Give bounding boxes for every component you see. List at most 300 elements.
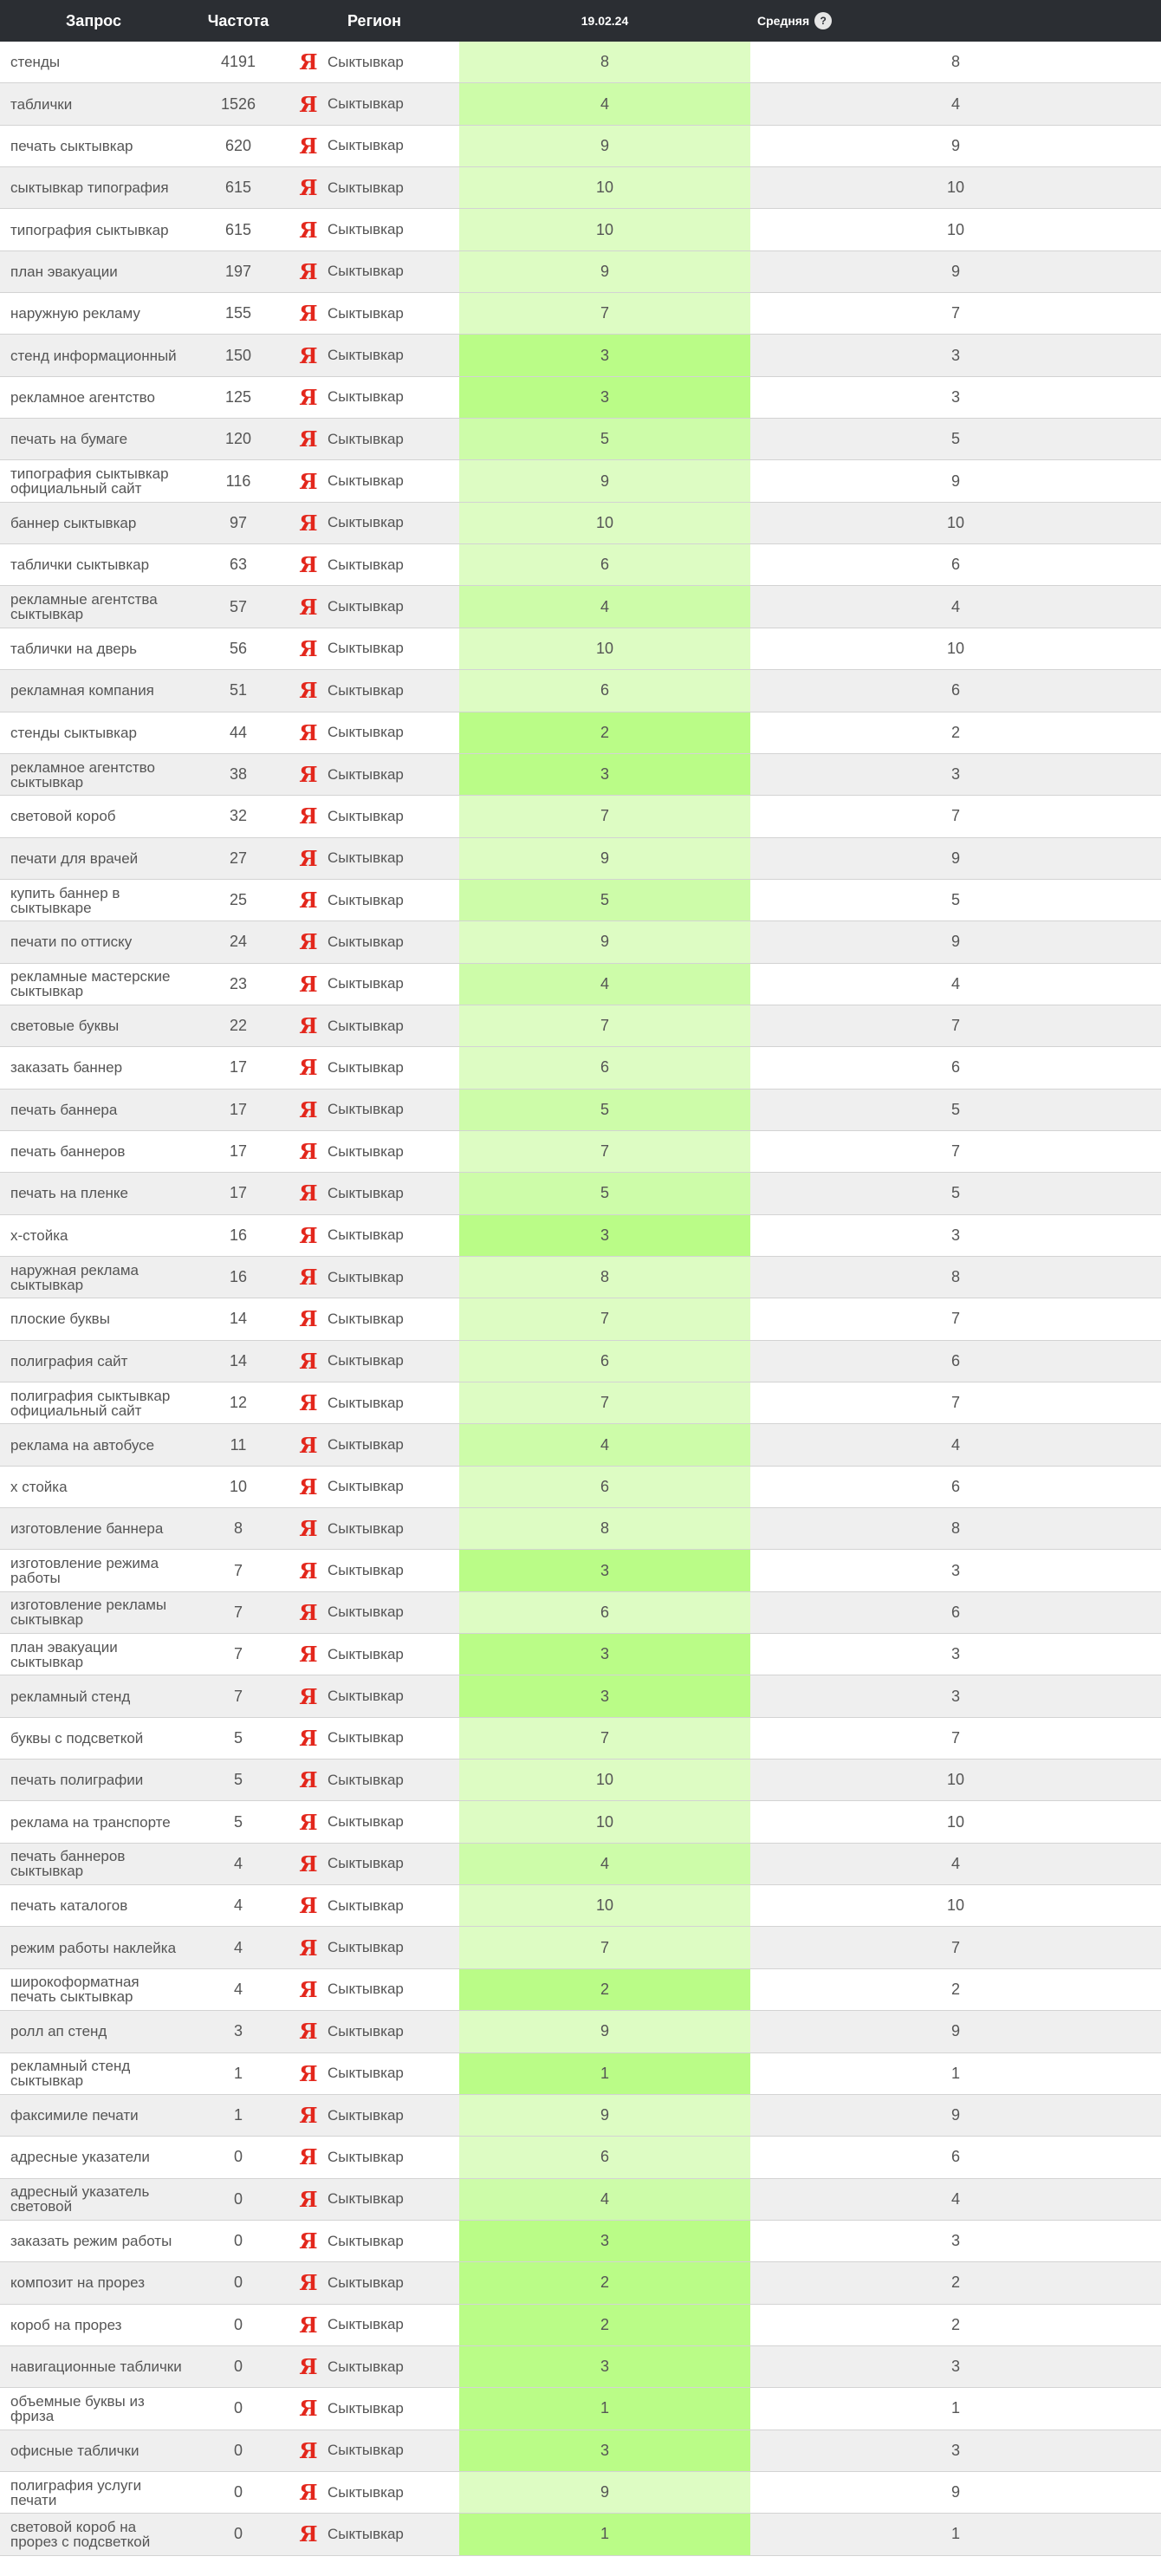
region-cell: Сыктывкар [328,1896,404,1914]
position-cell: 9 [459,838,750,879]
region-cell: Сыктывкар [328,430,404,447]
table-row [0,796,1161,837]
query-cell: буквы с подсветкой [10,1729,144,1747]
yandex-icon: Я [299,552,318,578]
region-cell: Сыктывкар [328,2106,404,2124]
region-cell: Сыктывкар [328,2442,404,2459]
yandex-icon: Я [299,1096,318,1122]
header-date[interactable]: 19.02.24 [580,14,629,28]
position-cell: 3 [459,2221,750,2261]
query-cell: рекламные мастерские сыктывкар [10,968,171,1000]
table-row [0,2137,1161,2178]
average-cell: 10 [946,1896,965,1915]
region-cell: Сыктывкар [328,1352,404,1369]
frequency-cell: 0 [233,2148,243,2166]
average-cell: 3 [950,346,960,364]
query-cell: офисные таблички [10,2442,139,2459]
yandex-icon: Я [299,1642,318,1668]
query-cell: купить баннер в сыктывкаре [10,884,120,916]
yandex-icon: Я [299,1432,318,1458]
region-cell: Сыктывкар [328,221,404,238]
frequency-cell: 3 [233,2022,243,2040]
position-cell: 2 [459,2262,750,2303]
table-row [0,964,1161,1005]
yandex-icon: Я [299,2521,318,2547]
frequency-cell: 8 [233,1519,243,1538]
region-cell: Сыктывкар [328,472,404,490]
region-cell: Сыктывкар [328,514,404,531]
query-cell: стенд информационный [10,347,177,364]
average-cell: 3 [950,1226,960,1244]
average-cell: 5 [950,1184,960,1202]
position-cell: 5 [459,1090,750,1130]
average-cell: 7 [950,1938,960,1956]
yandex-icon: Я [299,678,318,704]
table-row [0,1215,1161,1257]
yandex-icon: Я [299,1181,318,1207]
region-cell: Сыктывкар [328,1603,404,1621]
query-cell: факсимиле печати [10,2107,139,2124]
region-cell: Сыктывкар [328,1729,404,1747]
frequency-cell: 16 [229,1226,248,1244]
frequency-cell: 1526 [220,94,256,113]
average-cell: 6 [950,1058,960,1077]
yandex-icon: Я [299,762,318,788]
query-cell: рекламный стенд сыктывкар [10,2058,131,2090]
query-cell: широкоформатная печать сыктывкар [10,1974,139,2006]
query-cell: световые буквы [10,1018,120,1035]
position-cell: 3 [459,1675,750,1716]
yandex-icon: Я [299,468,318,494]
query-cell: печать баннеров [10,1143,126,1161]
frequency-cell: 0 [233,2399,243,2417]
frequency-cell: 23 [229,974,248,992]
average-cell: 2 [950,723,960,741]
region-cell: Сыктывкар [328,975,404,992]
position-cell: 9 [459,921,750,962]
query-cell: печать баннера [10,1101,118,1118]
yandex-icon: Я [299,2228,318,2254]
region-cell: Сыктывкар [328,2232,404,2249]
frequency-cell: 615 [224,220,252,238]
frequency-cell: 5 [233,1812,243,1831]
frequency-cell: 0 [233,2483,243,2501]
region-cell: Сыктывкар [328,1058,404,1076]
average-cell: 4 [950,974,960,992]
table-row [0,2430,1161,2472]
frequency-cell: 7 [233,1561,243,1579]
table-row [0,1969,1161,2011]
position-cell: 10 [459,628,750,669]
frequency-cell: 0 [233,2525,243,2543]
position-cell: 4 [459,1424,750,1465]
yandex-icon: Я [299,1013,318,1039]
yandex-icon: Я [299,342,318,368]
frequency-cell: 32 [229,807,248,825]
table-row [0,2514,1161,2555]
frequency-cell: 24 [229,933,248,951]
query-cell: стенды сыктывкар [10,724,137,741]
region-cell: Сыктывкар [328,1101,404,1118]
average-cell: 6 [950,681,960,699]
table-row [0,2262,1161,2304]
query-cell: таблички на дверь [10,640,138,657]
yandex-icon: Я [299,91,318,117]
query-cell: рекламное агентство сыктывкар [10,758,155,790]
query-cell: объемные буквы из фриза [10,2392,145,2424]
region-cell: Сыктывкар [328,2399,404,2417]
average-cell: 8 [950,1268,960,1286]
yandex-icon: Я [299,1809,318,1835]
frequency-cell: 56 [229,639,248,657]
average-cell: 4 [950,597,960,615]
region-cell: Сыктывкар [328,1519,404,1537]
table-row [0,1634,1161,1675]
average-cell: 5 [950,891,960,909]
average-cell: 9 [950,2106,960,2124]
average-cell: 9 [950,933,960,951]
yandex-icon: Я [299,217,318,243]
position-cell: 10 [459,503,750,543]
query-cell: адресный указатель световой [10,2183,150,2215]
query-cell: печать каталогов [10,1897,128,1915]
yandex-icon: Я [299,2103,318,2129]
frequency-cell: 22 [229,1017,248,1035]
yandex-icon: Я [299,1348,318,1374]
query-cell: плоские буквы [10,1311,110,1328]
table-row [0,2472,1161,2514]
average-cell: 7 [950,807,960,825]
position-cell: 8 [459,1508,750,1549]
average-cell: 3 [950,1687,960,1705]
query-cell: печать полиграфии [10,1772,144,1789]
region-cell: Сыктывкар [328,849,404,867]
table-row [0,1467,1161,1508]
yandex-icon: Я [299,2144,318,2170]
yandex-icon: Я [299,175,318,201]
frequency-cell: 17 [229,1100,248,1118]
position-cell: 1 [459,2514,750,2554]
average-cell: 10 [946,513,965,531]
yandex-icon: Я [299,1599,318,1625]
frequency-cell: 7 [233,1603,243,1621]
table-row [0,503,1161,544]
query-cell: композит на прорез [10,2274,146,2292]
table-row [0,1592,1161,1634]
yandex-icon: Я [299,384,318,410]
yandex-icon: Я [299,1265,318,1291]
query-cell: таблички [10,95,73,113]
region-cell: Сыктывкар [328,2065,404,2082]
query-cell: реклама на автобусе [10,1436,155,1454]
table-row [0,2095,1161,2137]
average-cell: 7 [950,1394,960,1412]
query-cell: печати по оттиску [10,933,133,951]
position-cell: 10 [459,1801,750,1842]
yandex-icon: Я [299,426,318,452]
yandex-icon: Я [299,803,318,829]
table-row [0,1173,1161,1214]
frequency-cell: 97 [229,513,248,531]
position-cell: 3 [459,1550,750,1590]
position-cell: 4 [459,2179,750,2220]
table-row [0,754,1161,796]
position-cell: 6 [459,1467,750,1507]
table-header [0,0,1161,42]
query-cell: рекламные агентства сыктывкар [10,591,158,623]
table-row [0,544,1161,586]
region-cell: Сыктывкар [328,1939,404,1956]
position-cell: 4 [459,1844,750,1884]
region-cell: Сыктывкар [328,1268,404,1285]
query-cell: адресные указатели [10,2149,150,2166]
help-icon[interactable]: ? [814,12,832,29]
frequency-cell: 17 [229,1058,248,1077]
region-cell: Сыктывкар [328,2148,404,2165]
average-cell: 3 [950,2358,960,2376]
yandex-icon: Я [299,1725,318,1751]
yandex-icon: Я [299,2060,318,2086]
table-row [0,2221,1161,2262]
region-cell: Сыктывкар [328,891,404,908]
header-average[interactable] [750,0,1161,42]
yandex-icon: Я [299,1055,318,1081]
yandex-icon: Я [299,510,318,536]
position-cell: 6 [459,1341,750,1382]
header-region[interactable]: Регион [347,11,401,29]
yandex-icon: Я [299,1851,318,1877]
frequency-cell: 17 [229,1184,248,1202]
average-cell: 9 [950,849,960,867]
table-row [0,1675,1161,1717]
region-cell: Сыктывкар [328,640,404,657]
yandex-icon: Я [299,2354,318,2380]
query-cell: режим работы наклейка [10,1939,177,1956]
position-cell: 4 [459,586,750,627]
average-cell: 5 [950,430,960,448]
region-cell: Сыктывкар [328,2525,404,2542]
table-row [0,2388,1161,2430]
frequency-cell: 11 [230,1435,247,1454]
query-cell: печать баннеров сыктывкар [10,1848,126,1880]
table-row [0,335,1161,376]
position-cell: 6 [459,2137,750,2177]
yandex-icon: Я [299,1976,318,2002]
average-cell: 9 [950,472,960,490]
average-cell: 10 [946,1771,965,1789]
query-cell: изготовление баннера [10,1520,164,1538]
frequency-cell: 17 [229,1142,248,1161]
table-row [0,1927,1161,1968]
region-cell: Сыктывкар [328,1394,404,1411]
position-cell: 5 [459,880,750,920]
yandex-icon: Я [299,719,318,745]
region-cell: Сыктывкар [328,304,404,322]
yandex-icon: Я [299,133,318,159]
frequency-cell: 125 [224,387,252,406]
average-cell: 4 [950,94,960,113]
position-cell: 7 [459,1005,750,1046]
region-cell: Сыктывкар [328,1855,404,1872]
position-cell: 10 [459,209,750,250]
frequency-cell: 27 [229,849,248,867]
frequency-cell: 615 [224,179,252,197]
frequency-cell: 0 [233,2358,243,2376]
frequency-cell: 4 [233,1980,243,1998]
position-cell: 10 [459,1760,750,1800]
table-row [0,1341,1161,1382]
position-cell: 7 [459,1718,750,1759]
position-cell: 3 [459,2430,750,2471]
table-row [0,1382,1161,1424]
average-cell: 6 [950,1477,960,1495]
header-average-label: Средняя [757,14,810,28]
frequency-cell: 5 [233,1728,243,1747]
average-cell: 10 [946,179,965,197]
average-cell: 8 [950,53,960,71]
region-cell: Сыктывкар [328,2358,404,2375]
position-cell: 9 [459,2011,750,2052]
query-cell: план эвакуации [10,263,118,280]
average-cell: 9 [950,2022,960,2040]
table-row [0,1550,1161,1591]
table-row [0,712,1161,754]
region-cell: Сыктывкар [328,347,404,364]
query-cell: световой короб [10,808,116,825]
position-cell: 10 [459,1885,750,1926]
table-row [0,921,1161,963]
table-row [0,1844,1161,1885]
yandex-icon: Я [299,1683,318,1709]
region-cell: Сыктывкар [328,724,404,741]
header-query[interactable]: Запрос [66,11,121,29]
frequency-cell: 5 [233,1771,243,1789]
frequency-cell: 51 [229,681,248,699]
region-cell: Сыктывкар [328,388,404,406]
region-cell: Сыктывкар [328,1478,404,1495]
query-cell: таблички сыктывкар [10,556,150,574]
region-cell: Сыктывкар [328,1688,404,1705]
query-cell: рекламный стенд [10,1688,131,1705]
position-cell: 3 [459,1215,750,1256]
yandex-icon: Я [299,1893,318,1919]
frequency-cell: 0 [233,2315,243,2333]
query-cell: печать на бумаге [10,431,128,448]
query-cell: наружная реклама сыктывкар [10,1261,139,1293]
table-row [0,419,1161,460]
average-cell: 10 [946,639,965,657]
average-cell: 4 [950,1435,960,1454]
query-cell: x-стойка [10,1226,68,1244]
frequency-cell: 16 [229,1268,248,1286]
position-cell: 2 [459,712,750,753]
frequency-cell: 38 [229,765,248,784]
query-cell: заказать баннер [10,1059,123,1077]
region-cell: Сыктывкар [328,2483,404,2501]
table-row [0,1508,1161,1550]
table-row [0,1760,1161,1801]
table-row [0,1005,1161,1047]
frequency-cell: 4191 [220,53,256,71]
table-row [0,377,1161,419]
table-row [0,209,1161,250]
average-cell: 2 [950,1980,960,1998]
frequency-cell: 10 [229,1477,248,1495]
region-cell: Сыктывкар [328,2022,404,2039]
yandex-icon: Я [299,845,318,871]
position-cell: 4 [459,964,750,1005]
frequency-cell: 57 [229,597,248,615]
table-row [0,1801,1161,1843]
frequency-cell: 620 [224,136,252,154]
average-cell: 3 [950,1645,960,1663]
query-cell: печати для врачей [10,849,139,867]
query-cell: изготовление режима работы [10,1555,159,1587]
position-cell: 6 [459,544,750,585]
region-cell: Сыктывкар [328,1017,404,1034]
table-row [0,628,1161,670]
yandex-icon: Я [299,888,318,914]
average-cell: 7 [950,1142,960,1161]
query-cell: короб на прорез [10,2316,122,2333]
position-cell: 9 [459,251,750,292]
position-cell: 3 [459,2346,750,2387]
yandex-icon: Я [299,258,318,284]
region-cell: Сыктывкар [328,598,404,615]
frequency-cell: 0 [233,2274,243,2292]
position-cell: 3 [459,377,750,418]
average-cell: 10 [946,1812,965,1831]
query-cell: ролл ап стенд [10,2023,107,2040]
query-cell: печать сыктывкар [10,137,133,154]
average-cell: 2 [950,2315,960,2333]
position-cell: 7 [459,1927,750,1968]
table-row [0,2346,1161,2388]
average-cell: 9 [950,136,960,154]
yandex-icon: Я [299,2437,318,2463]
average-cell: 9 [950,2483,960,2501]
yandex-icon: Я [299,1935,318,1961]
average-cell: 1 [950,2525,960,2543]
table-row [0,1047,1161,1089]
average-cell: 7 [950,304,960,322]
region-cell: Сыктывкар [328,2190,404,2208]
position-cell: 3 [459,1634,750,1675]
yandex-icon: Я [299,1558,318,1584]
region-cell: Сыктывкар [328,933,404,950]
region-cell: Сыктывкар [328,53,404,70]
table-row [0,126,1161,167]
frequency-cell: 150 [224,346,252,364]
query-cell: типография сыктывкар [10,221,169,238]
average-cell: 5 [950,1100,960,1118]
average-cell: 10 [946,220,965,238]
average-cell: 3 [950,765,960,784]
frequency-cell: 0 [233,2441,243,2459]
region-cell: Сыктывкар [328,681,404,699]
header-frequency[interactable]: Частота [207,11,269,29]
position-cell: 3 [459,335,750,375]
frequency-cell: 4 [233,1938,243,1956]
table-row [0,1424,1161,1466]
region-cell: Сыктывкар [328,765,404,783]
average-cell: 3 [950,2441,960,2459]
frequency-cell: 63 [229,556,248,574]
region-cell: Сыктывкар [328,556,404,573]
yandex-icon: Я [299,1222,318,1248]
region-cell: Сыктывкар [328,263,404,280]
query-cell: стенды [10,54,61,71]
